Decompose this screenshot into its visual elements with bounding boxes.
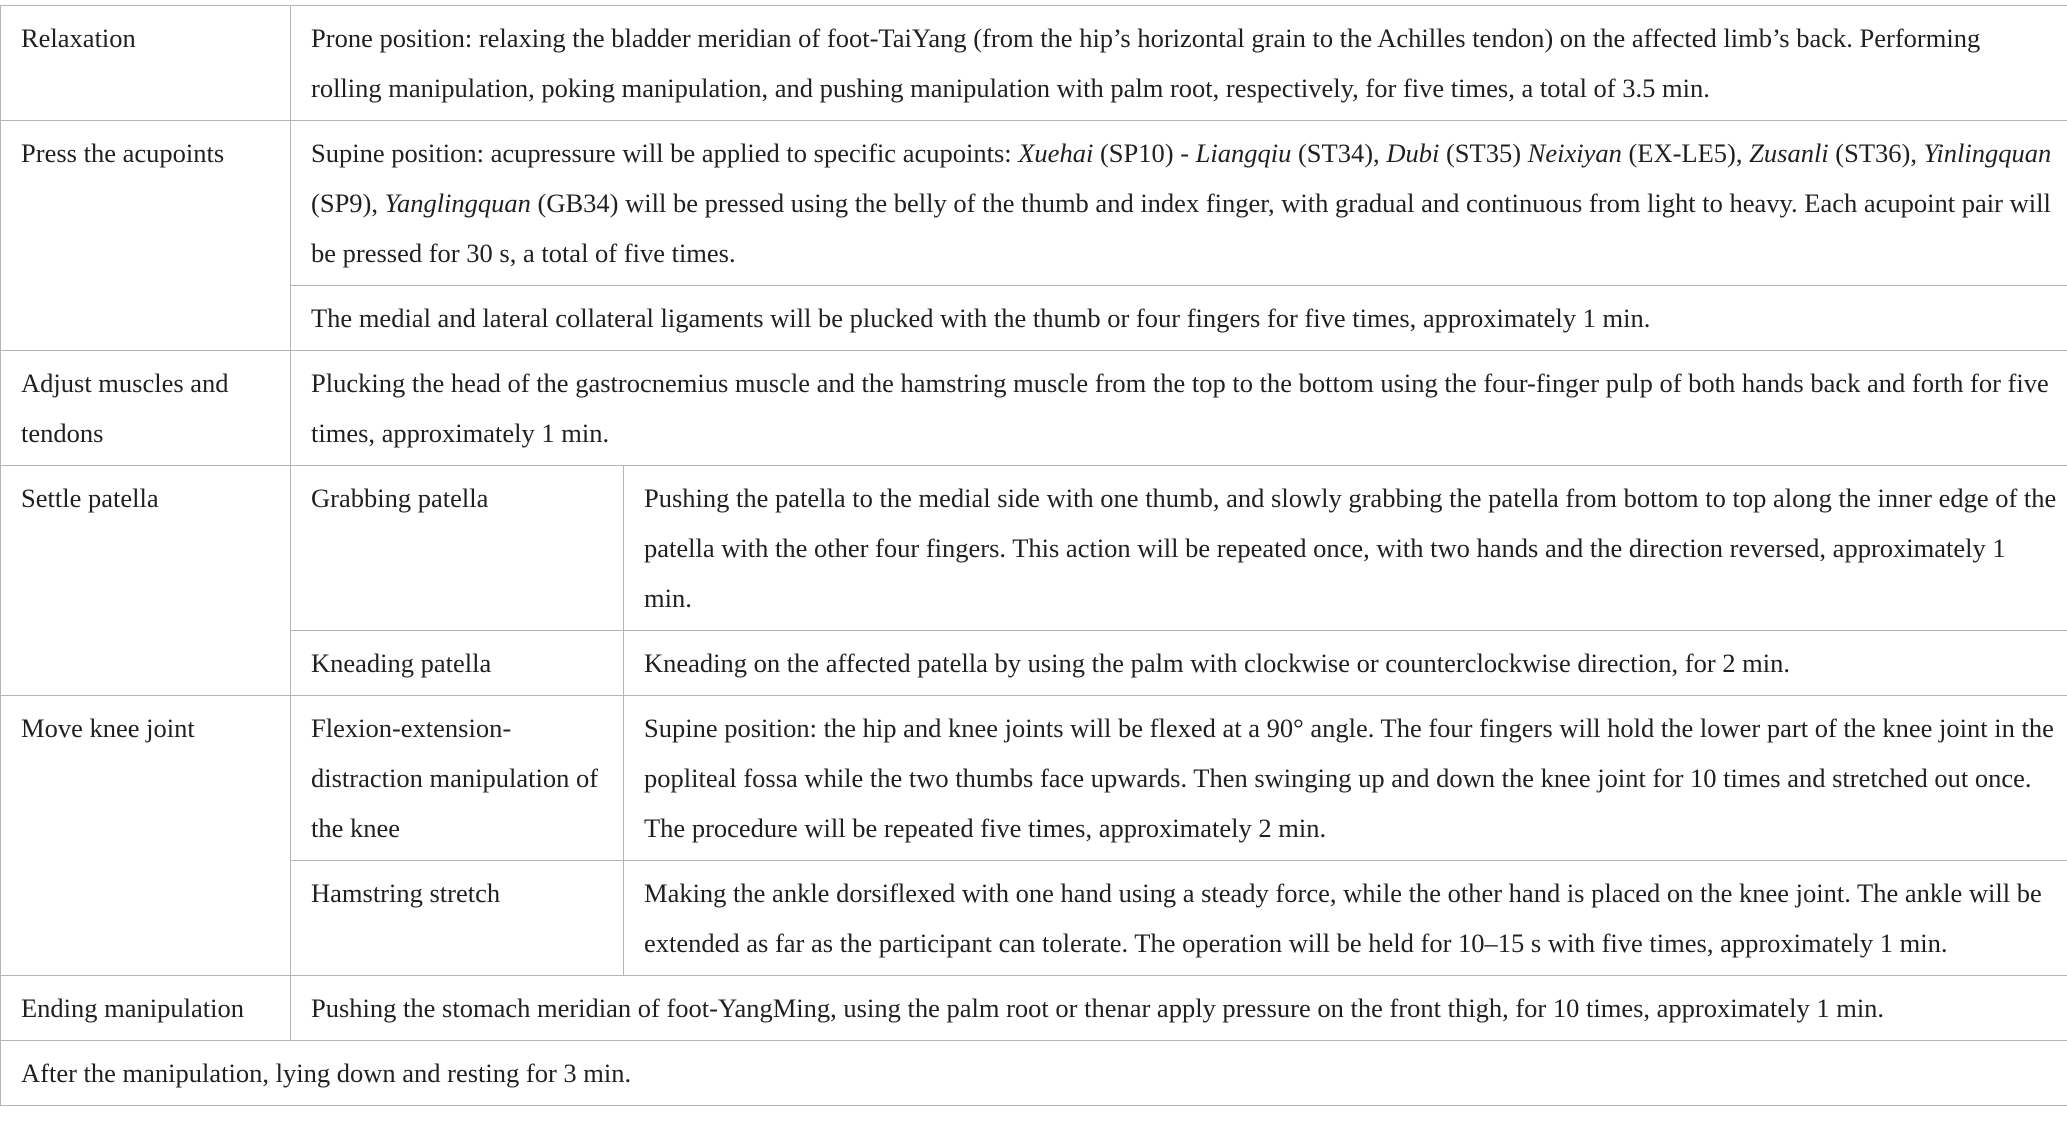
- step-label: Relaxation: [1, 6, 291, 121]
- acupoint-name: Liangqiu: [1195, 138, 1292, 168]
- table-row-grabbing-patella: [1, 466, 2067, 631]
- table-row-press-acupoints-ligaments: [1, 286, 2067, 351]
- acupoint-name: Yanglingquan: [384, 188, 531, 218]
- text-segment: (EX-LE5),: [1621, 138, 1750, 168]
- text-segment: (SP10) -: [1093, 138, 1196, 168]
- acupoint-name: Yinlingquan: [1923, 138, 2052, 168]
- step-label: Settle patella: [1, 466, 291, 696]
- table-row-hamstring-stretch: [1, 861, 2067, 976]
- acupoint-name: Xuehai: [1018, 138, 1094, 168]
- step-label: Press the acupoints: [1, 121, 291, 351]
- substep-description: Pushing the patella to the medial side with one thumb, and slowly grabbing the patella from bottom to top along the inner edge of the patella with the other four fingers. This action will be repeated once, with two hands and the direction reversed, approximately 1 min.: [624, 466, 2067, 631]
- acupoint-name: Dubi: [1386, 138, 1440, 168]
- acupoint-name: Zusanli: [1749, 138, 1829, 168]
- closing-note: After the manipulation, lying down and resting for 3 min.: [1, 1041, 2067, 1106]
- step-description: [291, 121, 2067, 286]
- text-segment: (ST36),: [1828, 138, 1924, 168]
- step-label: Adjust muscles and tendons: [1, 351, 291, 466]
- substep-label: Flexion-extension-distraction manipulation of the knee: [291, 696, 624, 861]
- table-row-after: [1, 1041, 2067, 1106]
- table-row-flexion-extension: [1, 696, 2067, 861]
- substep-description: Making the ankle dorsiflexed with one hand using a steady force, while the other hand is placed on the knee joint. The ankle will be extended as far as the participant can tolerate. The operation will be held for 10–15 s with five times, approximately 1 min.: [624, 861, 2067, 976]
- text-segment: (ST34),: [1291, 138, 1387, 168]
- substep-label: Kneading patella: [291, 631, 624, 696]
- text-segment: Supine position: acupressure will be applied to specific acupoints:: [311, 138, 1019, 168]
- table-row-adjust-muscles: [1, 351, 2067, 466]
- table-row-kneading-patella: [1, 631, 2067, 696]
- manipulation-protocol-table: [0, 5, 2067, 1106]
- step-label: Ending manipulation: [1, 976, 291, 1041]
- table-row-ending: [1, 976, 2067, 1041]
- acupoint-name: Neixiyan: [1527, 138, 1622, 168]
- text-segment: (SP9),: [311, 188, 385, 218]
- step-label: Move knee joint: [1, 696, 291, 976]
- text-segment: (GB34) will be pressed using the belly of the thumb and index finger, with gradual and continuous from light to heavy. Each acupoint pair will be pressed for 30 s, a total of five times.: [311, 188, 2051, 268]
- table-row-press-acupoints: [1, 121, 2067, 286]
- substep-label: Grabbing patella: [291, 466, 624, 631]
- table-row-relaxation: [1, 6, 2067, 121]
- step-description: The medial and lateral collateral ligaments will be plucked with the thumb or four fingers for five times, approximately 1 min.: [291, 286, 2067, 351]
- step-description: Prone position: relaxing the bladder meridian of foot-TaiYang (from the hip’s horizontal grain to the Achilles tendon) on the affected limb’s back. Performing rolling manipulation, poking manipulation, and pushing manipulation with palm root, respectively, for five times, a total of 3.5 min.: [291, 6, 2067, 121]
- step-description: Plucking the head of the gastrocnemius muscle and the hamstring muscle from the top to the bottom using the four-finger pulp of both hands back and forth for five times, approximately 1 min.: [291, 351, 2067, 466]
- step-description: Pushing the stomach meridian of foot-YangMing, using the palm root or thenar apply pressure on the front thigh, for 10 times, approximately 1 min.: [291, 976, 2067, 1041]
- substep-description: Kneading on the affected patella by using the palm with clockwise or counterclockwise direction, for 2 min.: [624, 631, 2067, 696]
- text-segment: (ST35): [1439, 138, 1528, 168]
- substep-label: Hamstring stretch: [291, 861, 624, 976]
- substep-description: Supine position: the hip and knee joints will be flexed at a 90° angle. The four fingers will hold the lower part of the knee joint in the popliteal fossa while the two thumbs face upwards. Then swinging up and down the knee joint for 10 times and stretched out once. The procedure will be repeated five times, approximately 2 min.: [624, 696, 2067, 861]
